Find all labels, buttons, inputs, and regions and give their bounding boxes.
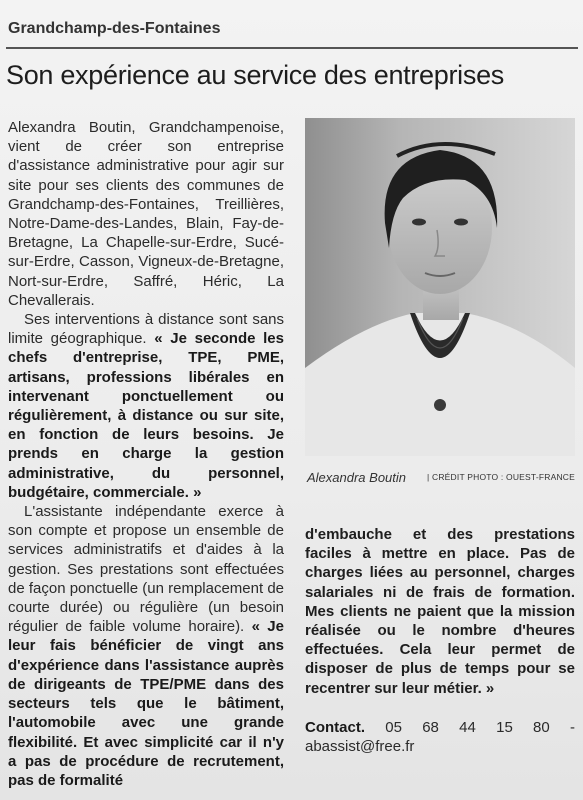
article-body-left-column [8,118,284,790]
contact-label: Contact. [305,719,365,736]
quote-experience: « Je leur fais bénéficier de vingt ans d'expérience dans l'assistance auprès de dirigeants de TPE/PME dans des secteurs tels que le bâtiment, l'automobile avec une grande flexibilité. Et avec simplicité car il n'y a pas de procédure de recrutement, pas de formalité [8,618,284,789]
paragraph-services [8,310,284,502]
paragraph-intro: Alexandra Boutin, Grandchampenoise, vient de créer son entreprise d'assistance administrative pour agir sur site pour ses clients des communes de Grandchamp-des-Fontaines, Treillières, Notre-Dame-des-Landes, Blain, Fay-de-Bretagne, La Chapelle-sur-Erdre, Sucé-sur-Erdre, Casson, Vigneux-de-Bretagne, Nort-sur-Erdre, Saffré, Héric, La Chevallerais. [8,119,284,309]
article-headline: Son expérience au service des entreprises [6,60,504,90]
section-rule [6,47,578,49]
photo-caption [307,470,577,488]
quote-services: « Je seconde les chefs d'entreprise, TPE, PME, artisans, professions libérales en intervenant ponctuellement ou régulièrement, à distance ou sur site, en fonction de leurs besoins. Je prends en charge la gestion administrative, du personnel, budgétaire, commerciale. » [8,330,284,501]
paragraph-continuation [305,525,575,698]
photo-credit: | CRÉDIT PHOTO : OUEST-FRANCE [427,472,575,482]
portrait-illustration [305,118,575,456]
contact-line [305,718,575,756]
contact-details: 05 68 44 15 80 - abassist@free.fr [305,719,575,756]
paragraph-assistant [8,502,284,790]
portrait-photo [305,118,575,456]
section-heading: Grandchamp-des-Fontaines [8,20,221,37]
quote-continuation: d'embauche et des prestations faciles à mettre en place. Pas de charges liées au personnel, charges salariales ni de frais de formation. Mes clients ne paient que la mission réalisée ou le nombre d'heures effectuées. Cela leur permet de disposer de plus de temps pour se recentrer sur leur métier. » [305,526,575,697]
paragraph-assistant-text: L'assistante indépendante exerce à son compte et propose un ensemble de services administratifs et d'aides à la gestion. Ses prestations sont effectuées de façon ponctuelle (un remplacement de courte durée) ou régulière (un besoin régulier de faible volume horaire). [8,503,285,636]
article-body-right-column [305,525,575,698]
paragraph-services-text: Ses interventions à distance sont sans limite géographique. [8,311,284,348]
caption-name: Alexandra Boutin [307,470,407,485]
